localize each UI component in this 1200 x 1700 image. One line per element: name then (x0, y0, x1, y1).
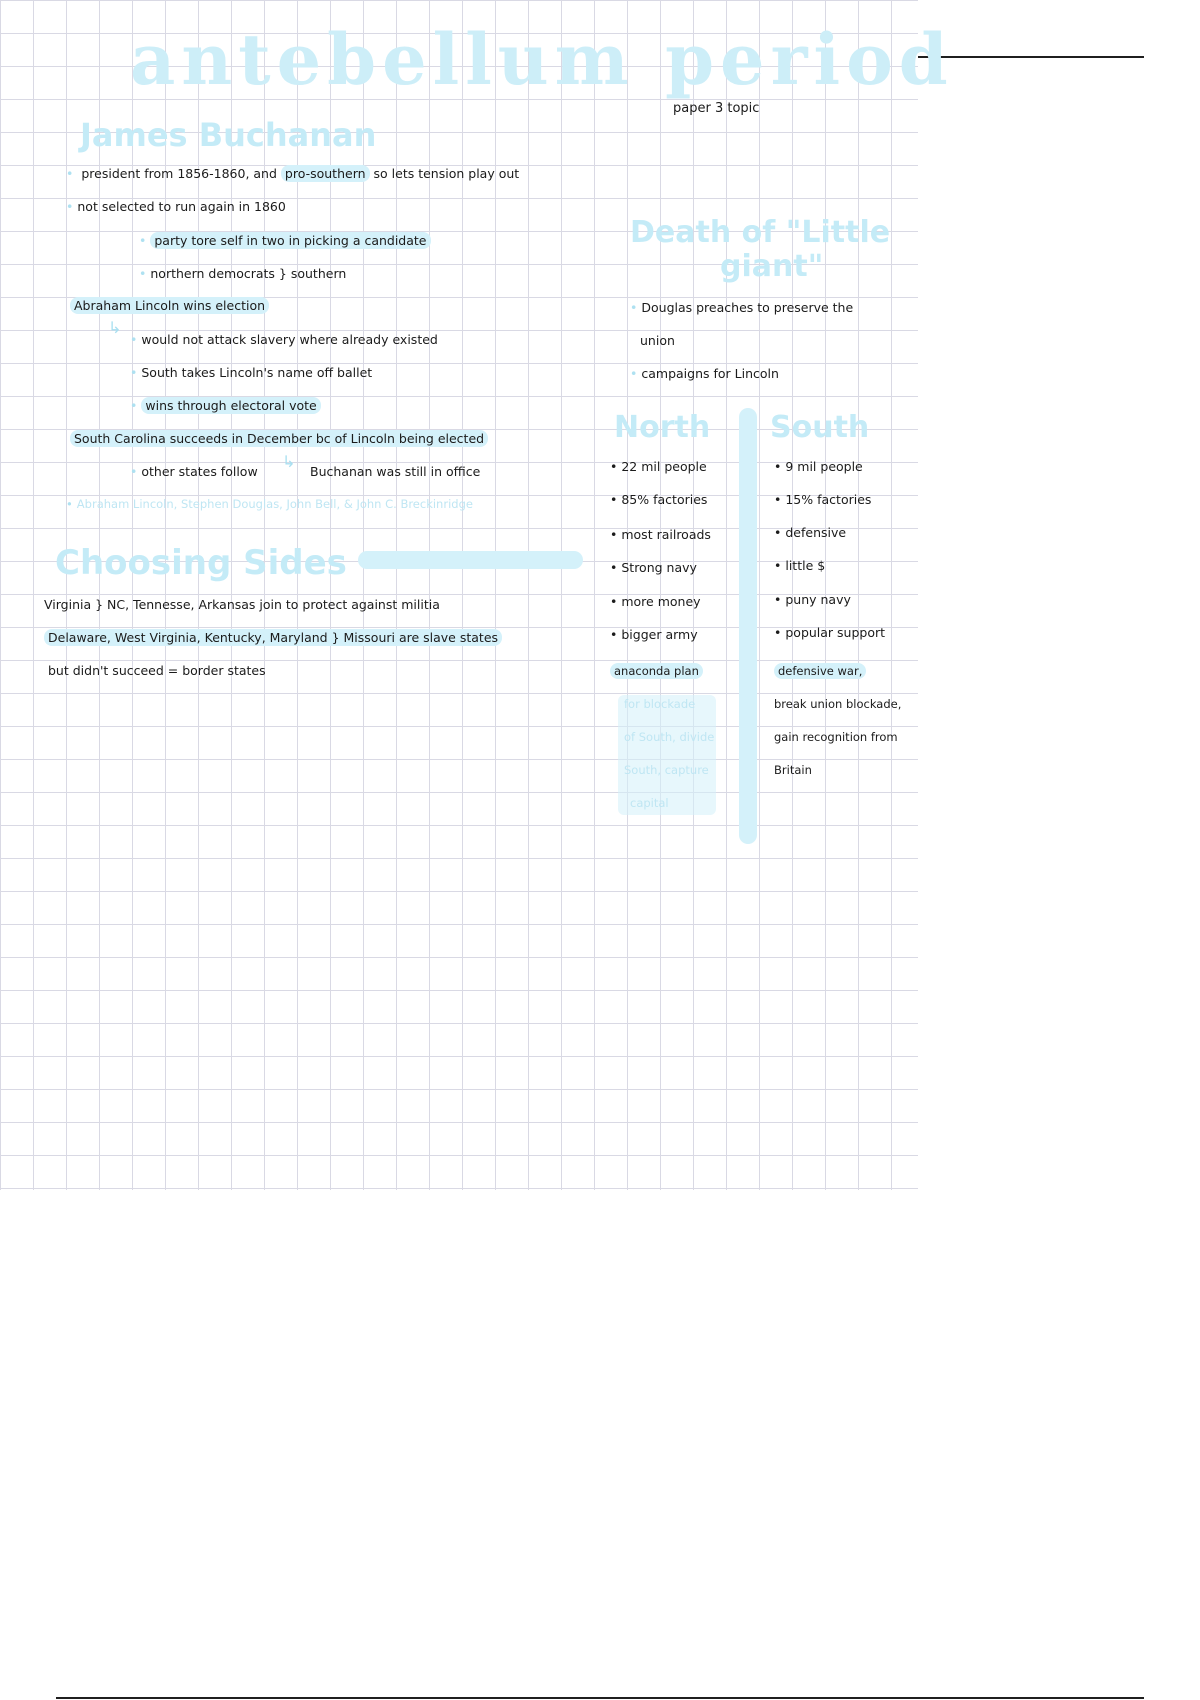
north-item-text: most railroads (621, 527, 711, 542)
plan-detail: of South, divide (624, 730, 715, 744)
page-title: antebellum period (130, 18, 954, 101)
electoral-vote-highlight: wins through electoral vote (141, 397, 320, 414)
death-heading-line1: Death of "Little (630, 215, 891, 250)
north-item: • bigger army (610, 627, 698, 642)
column-divider (739, 408, 757, 844)
south-item: • popular support (774, 625, 886, 640)
anaconda-plan-text: anaconda plan (610, 663, 703, 679)
pro-southern-highlight: pro-southern (281, 165, 370, 182)
buchanan-note-7: • South takes Lincoln's name off ballet (130, 365, 372, 380)
buchanan-note-10b: Buchanan was still in office (310, 464, 481, 479)
slave-states-highlight: Delaware, West Virginia, Kentucky, Maryland } Missouri are slave states (44, 629, 502, 646)
buchanan-note-1c: so lets tension play out (373, 166, 520, 181)
north-item-text: more money (621, 594, 701, 609)
south-item-text: 9 mil people (785, 459, 863, 474)
north-item: • more money (610, 594, 701, 609)
death-note-3: • campaigns for Lincoln (630, 366, 779, 381)
buchanan-note-8 (130, 398, 321, 413)
war-detail: break union blockade, (774, 697, 902, 711)
north-item: • 85% factories (610, 492, 708, 507)
plan-detail: for blockade (624, 697, 696, 711)
plan-detail: South, capture (624, 763, 709, 777)
defensive-war-label (774, 664, 866, 678)
choosing-note-3: but didn't succeed = border states (48, 663, 266, 678)
war-detail: gain recognition from (774, 730, 898, 744)
north-heading: North (614, 410, 711, 445)
defensive-war-text: defensive war, (774, 663, 866, 679)
choosing-note-1: Virginia } NC, Tennesse, Arkansas join to protect against militia (44, 597, 440, 612)
plan-detail: capital (630, 796, 669, 810)
death-heading-line2: giant" (720, 249, 824, 284)
buchanan-note-5 (70, 298, 269, 313)
death-heading (630, 216, 890, 284)
footer-rule (56, 1697, 1144, 1699)
buchanan-note-2: • not selected to run again in 1860 (66, 199, 286, 214)
arrow-icon: ↳ (282, 452, 296, 471)
buchanan-note-6: • would not attack slavery where already existed (130, 332, 438, 347)
south-item-text: defensive (785, 525, 847, 540)
south-item-text: popular support (785, 625, 886, 640)
north-item: • most railroads (610, 527, 711, 542)
north-item-text: 22 mil people (621, 459, 707, 474)
south-item: • 9 mil people (774, 459, 863, 474)
buchanan-note-1a: president from 1856-1860, and (81, 166, 277, 181)
buchanan-note-10a: • other states follow (130, 464, 258, 479)
north-item-text: 85% factories (621, 492, 708, 507)
south-item-text: little $ (785, 558, 826, 573)
war-detail: Britain (774, 763, 812, 777)
south-item: • puny navy (774, 592, 851, 607)
south-item-text: puny navy (785, 592, 851, 607)
buchanan-note-11: • Abraham Lincoln, Stephen Douglas, John Bell, & John C. Breckinridge (66, 497, 473, 511)
paper-topic-note: paper 3 topic (673, 101, 760, 116)
buchanan-heading: James Buchanan (80, 116, 377, 154)
north-item-text: bigger army (621, 627, 698, 642)
south-item: • 15% factories (774, 492, 872, 507)
arrow-icon: ↳ (108, 318, 122, 337)
buchanan-note-1 (66, 166, 519, 181)
death-note-2: union (640, 333, 675, 348)
south-carolina-highlight: South Carolina succeeds in December bc of Lincoln being elected (70, 430, 488, 447)
choosing-sides-heading: Choosing Sides (55, 543, 347, 583)
buchanan-note-4: • northern democrats } southern (139, 266, 346, 281)
anaconda-plan-label (610, 664, 703, 678)
north-item: • 22 mil people (610, 459, 707, 474)
lincoln-wins-highlight: Abraham Lincoln wins election (70, 297, 269, 314)
death-note-1: • Douglas preaches to preserve the (630, 300, 853, 315)
south-item: • little $ (774, 558, 826, 573)
south-item: • defensive (774, 525, 847, 540)
choosing-note-2 (44, 630, 502, 645)
north-item-text: Strong navy (621, 560, 697, 575)
south-item-text: 15% factories (785, 492, 872, 507)
north-item: • Strong navy (610, 560, 697, 575)
buchanan-note-9 (70, 431, 488, 446)
buchanan-note-3 (139, 233, 431, 248)
south-heading: South (770, 410, 870, 445)
heading-highlight-bar (358, 551, 583, 569)
buchanan-note-3-text: party tore self in two in picking a candidate (150, 232, 430, 249)
